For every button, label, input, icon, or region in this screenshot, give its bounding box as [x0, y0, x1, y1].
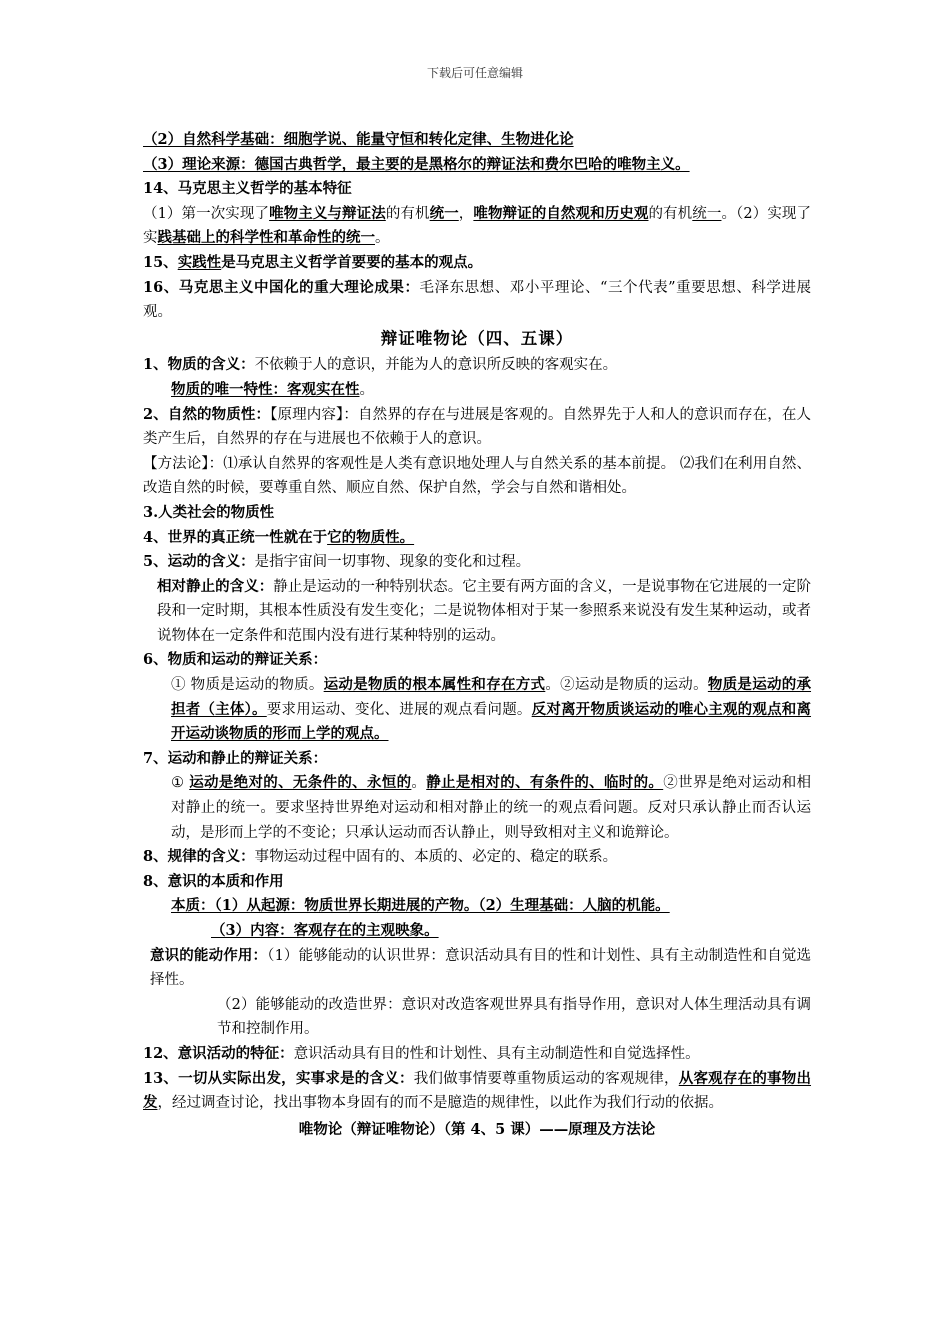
heading: 6、物质和运动的辩证关系：: [143, 651, 328, 669]
paragraph: 8、规律的含义：事物运动过程中固有的、本质的、必定的、稳定的联系。: [143, 848, 618, 866]
heading: 7、运动和静止的辩证关系：: [143, 749, 328, 767]
footer-title: 唯物论（辩证唯物论）（第 4、5 课）——原理及方法论: [298, 1120, 656, 1138]
paragraph: ① 物质是运动的物质。运动是物质的根本属性和存在方式。②运动是物质的运动。物质是运动的承担者（主体）。要求用运动、变化、进展的观点看问题。反对离开物质谈运动的唯心主观的观点和离开运动谈物质的形而上学的观点。: [171, 676, 812, 743]
paragraph: 5、运动的含义：是指宇宙间一切事物、现象的变化和过程。: [143, 553, 531, 571]
section-title: 辩证唯物论（四、五课）: [380, 328, 574, 348]
heading: 3.人类社会的物质性: [143, 503, 275, 521]
document-body: [143, 128, 811, 1142]
paragraph: 2、自然的物质性：【原理内容】：自然界的存在与进展是客观的。自然界先于人和人的意识而存在，在人类产生后，自然界的存在与进展也不依赖于人的意识。: [143, 405, 812, 448]
paragraph: 【方法论】：⑴承认自然界的客观性是人类有意识地处理人与自然关系的基本前提。 ⑵我们在利用自然、改造自然的时候，要尊重自然、顺应自然、保护自然，学会与自然和谐相处。: [143, 455, 811, 497]
paragraph: 13、一切从实际出发，实事求是的含义：我们做事情要尊重物质运动的客观规律，从客观存在的事物出发，经过调查讨论，找出事物本身固有的而不是臆造的规律性，以此作为我们行动的依据。: [143, 1069, 812, 1112]
paragraph: 物质的唯一特性：客观实在性。: [171, 380, 374, 398]
paragraph: 15、实践性是马克思主义哲学首要要的基本的观点。: [143, 253, 483, 271]
paragraph: 16、马克思主义中国化的重大理论成果：毛泽东思想、邓小平理论、“三个代表”重要思想、科学进展观。: [143, 278, 811, 321]
paragraph: （1）第一次实现了唯物主义与辩证法的有机统一，唯物辩证的自然观和历史观的有机统一。（2）实现了实践基础上的科学性和革命性的统一。: [143, 204, 812, 247]
page-header: 下载后可任意编辑: [426, 66, 523, 80]
paragraph: ① 运动是绝对的、无条件的、永恒的。静止是相对的、有条件的、临时的。②世界是绝对运动和相对静止的统一。要求坚持世界绝对运动和相对静止的统一的观点看问题。反对只承认静止而否认运动，是形而上学的不变论；只承认运动而否认静止，则导致相对主义和诡辩论。: [171, 774, 812, 841]
paragraph: 本质：（1）从起源：物质世界长期进展的产物。（2）生理基础：人脑的机能。: [171, 897, 670, 915]
paragraph: （2）自然科学基础：细胞学说、能量守恒和转化定律、生物进化论: [143, 131, 574, 148]
paragraph: 意识的能动作用：（1）能够能动的认识世界：意识活动具有目的性和计划性、具有主动制造性和自觉选择性。: [150, 946, 812, 989]
heading: 14、马克思主义哲学的基本特征: [143, 180, 352, 198]
paragraph: （2）能够能动的改造世界：意识对改造客观世界具有指导作用，意识对人体生理活动具有调节和控制作用。: [217, 996, 811, 1038]
paragraph: 4、世界的真正统一性就在于它的物质性。: [143, 528, 415, 546]
heading: 8、意识的本质和作用: [143, 872, 284, 890]
paragraph: （3）内容：客观存在的主观映象。: [211, 922, 439, 939]
paragraph: 1、物质的含义：不依赖于人的意识，并能为人的意识所反映的客观实在。: [143, 356, 618, 374]
paragraph: （3）理论来源：德国古典哲学，最主要的是黑格尔的辩证法和费尔巴哈的唯物主义。: [143, 155, 690, 173]
paragraph: 相对静止的含义：静止是运动的一种特别状态。它主要有两方面的含义，一是说事物在它进展的一定阶段和一定时期，其根本性质没有发生变化；二是说物体相对于某一参照系来说没有发生某种运动，或者说物体在一定条件和范围内没有进行某种特别的运动。: [157, 577, 812, 644]
paragraph: 12、意识活动的特征：意识活动具有目的性和计划性、具有主动制造性和自觉选择性。: [143, 1044, 700, 1062]
